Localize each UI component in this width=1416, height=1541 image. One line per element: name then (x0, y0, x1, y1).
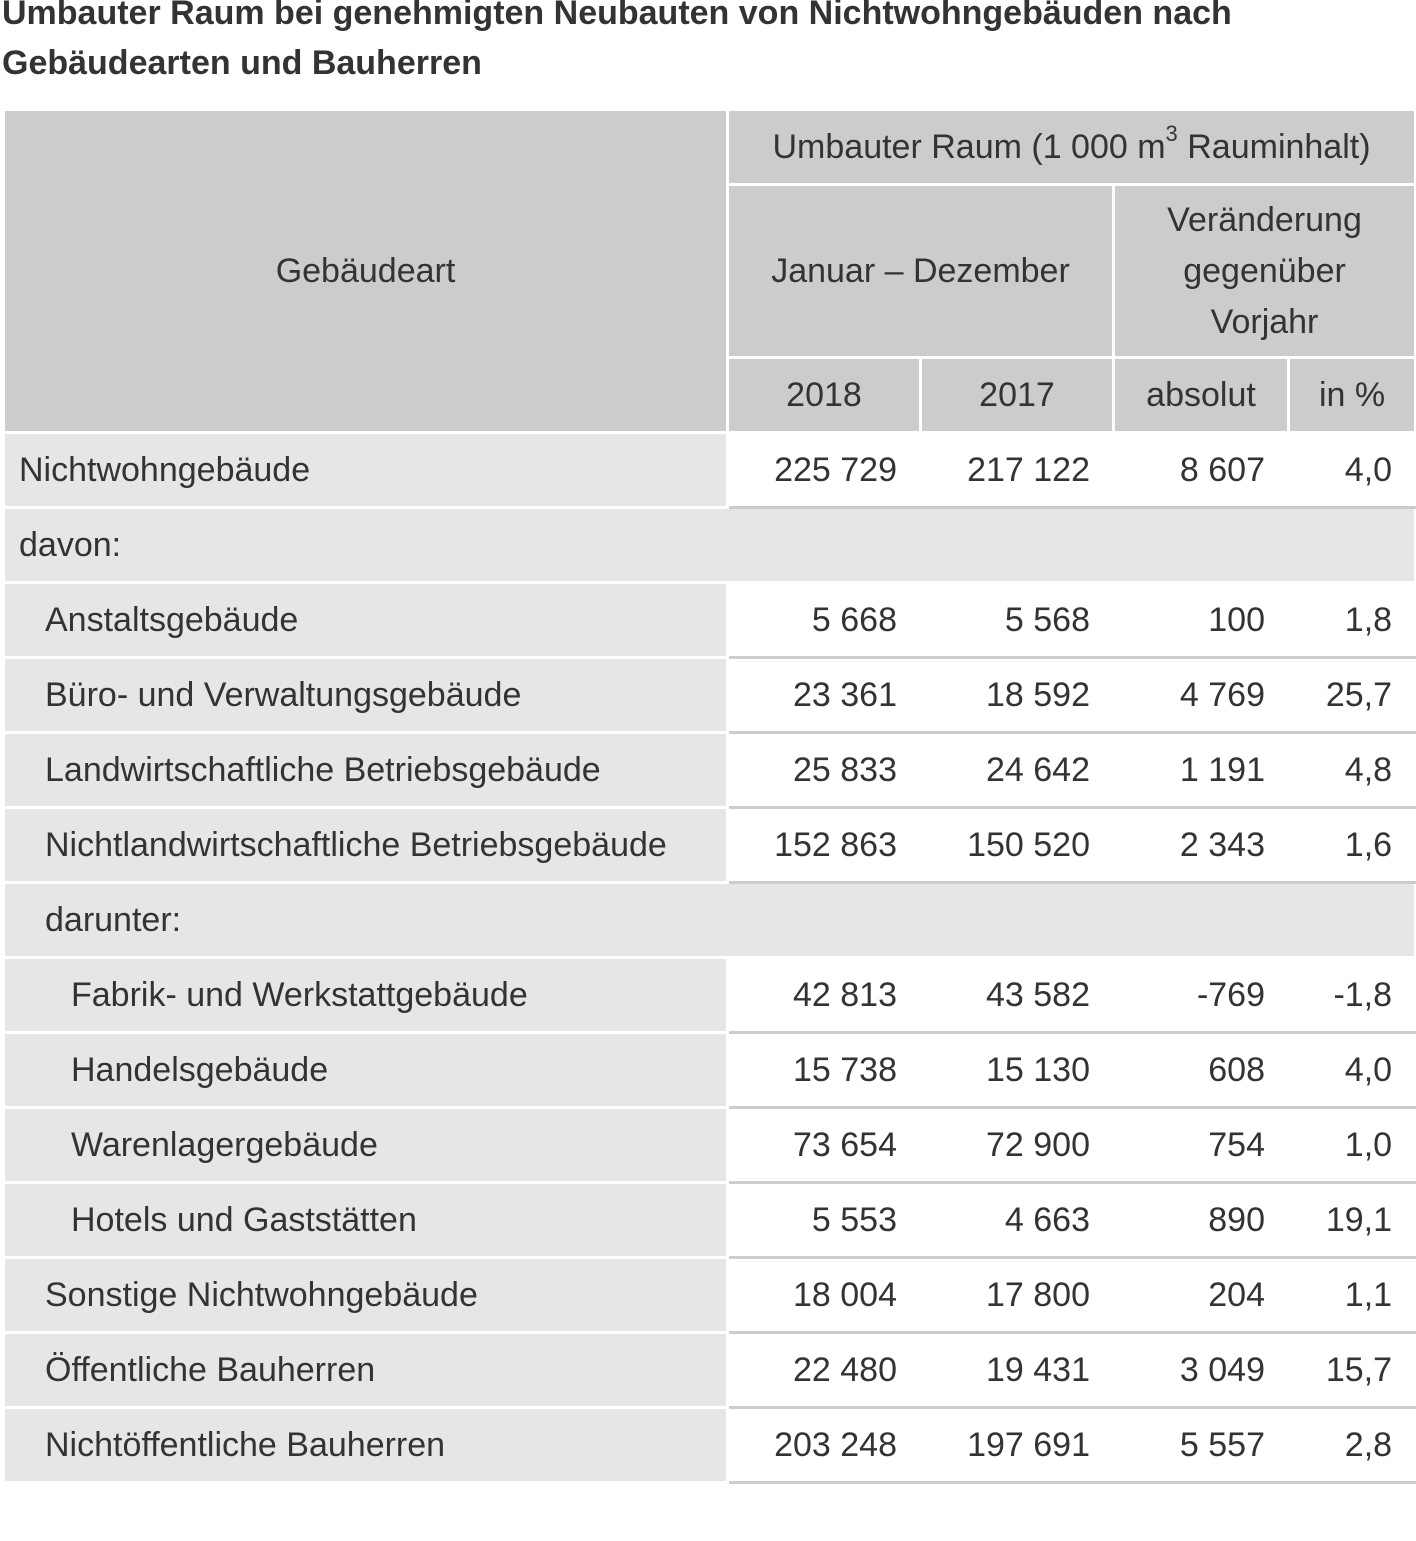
group-label-text-end: Rauminhalt) (1177, 127, 1371, 166)
row-label: Warenlagergebäude (4, 1108, 728, 1183)
cell-absolut: 5 557 (1114, 1408, 1289, 1483)
cell-absolut: 890 (1114, 1183, 1289, 1258)
row-label: Anstaltsgebäude (4, 583, 728, 658)
table-row (4, 433, 1416, 508)
cell-percent: 1,6 (1289, 808, 1416, 883)
column-header-2018: 2018 (728, 358, 921, 433)
cell-percent: 15,7 (1289, 1333, 1416, 1408)
column-header-2017: 2017 (921, 358, 1114, 433)
cell-absolut: 4 769 (1114, 658, 1289, 733)
cell-2017: 4 663 (921, 1183, 1114, 1258)
cell-percent: 2,8 (1289, 1408, 1416, 1483)
cell-absolut: 8 607 (1114, 433, 1289, 508)
cell-2018: 22 480 (728, 1333, 921, 1408)
cell-2018: 25 833 (728, 733, 921, 808)
cell-2018: 23 361 (728, 658, 921, 733)
table-row (4, 1183, 1416, 1258)
table-row (4, 1108, 1416, 1183)
cell-percent: 1,1 (1289, 1258, 1416, 1333)
table-row (4, 658, 1416, 733)
cell-absolut: -769 (1114, 958, 1289, 1033)
cell-percent: 4,0 (1289, 1033, 1416, 1108)
table-row (4, 958, 1416, 1033)
cell-percent: -1,8 (1289, 958, 1416, 1033)
row-label: Büro- und Verwaltungsgebäude (4, 658, 728, 733)
cell-2018: 152 863 (728, 808, 921, 883)
cell-2018: 42 813 (728, 958, 921, 1033)
group-label-text: Umbauter Raum (1 000 m (772, 127, 1166, 166)
page-title: Umbauter Raum bei genehmigten Neubauten von Nichtwohngebäuden nach Gebäudearten und Bauherren (2, 0, 1232, 82)
row-label: Hotels und Gaststätten (4, 1183, 728, 1258)
column-group-header-change (1114, 185, 1416, 358)
cell-2018: 5 668 (728, 583, 921, 658)
group-label-superscript: 3 (1165, 121, 1178, 147)
cell-percent: 4,8 (1289, 733, 1416, 808)
cell-2018: 18 004 (728, 1258, 921, 1333)
cell-2018: 5 553 (728, 1183, 921, 1258)
cell-2017: 19 431 (921, 1333, 1114, 1408)
section-label: davon: (4, 508, 1416, 583)
cell-2017: 5 568 (921, 583, 1114, 658)
table-row (4, 733, 1416, 808)
cell-2017: 17 800 (921, 1258, 1114, 1333)
table-row (4, 1258, 1416, 1333)
cell-2017: 197 691 (921, 1408, 1114, 1483)
cell-percent: 4,0 (1289, 433, 1416, 508)
cell-2017: 72 900 (921, 1108, 1114, 1183)
change-label-line-1: Veränderung (1167, 200, 1362, 239)
cell-percent: 25,7 (1289, 658, 1416, 733)
table-row (4, 583, 1416, 658)
column-group-header-period: Januar – Dezember (728, 185, 1114, 358)
cell-absolut: 1 191 (1114, 733, 1289, 808)
cell-absolut: 3 049 (1114, 1333, 1289, 1408)
row-label: Sonstige Nichtwohngebäude (4, 1258, 728, 1333)
table-row (4, 1408, 1416, 1483)
cell-absolut: 204 (1114, 1258, 1289, 1333)
cell-2018: 225 729 (728, 433, 921, 508)
cell-absolut: 608 (1114, 1033, 1289, 1108)
table-body (4, 433, 1416, 1483)
column-header-gebaeudeart: Gebäudeart (4, 110, 728, 433)
cell-percent: 1,0 (1289, 1108, 1416, 1183)
cell-2017: 43 582 (921, 958, 1114, 1033)
row-label: Nichtöffentliche Bauherren (4, 1408, 728, 1483)
row-label: Nichtwohngebäude (4, 433, 728, 508)
cell-2017: 217 122 (921, 433, 1114, 508)
table-row-section (4, 508, 1416, 583)
column-group-header-umbauter-raum (728, 110, 1416, 185)
cell-2018: 203 248 (728, 1408, 921, 1483)
table-row (4, 808, 1416, 883)
cell-2018: 73 654 (728, 1108, 921, 1183)
table-row (4, 1333, 1416, 1408)
row-label: Öffentliche Bauherren (4, 1333, 728, 1408)
cell-2017: 15 130 (921, 1033, 1114, 1108)
change-label-line-3: Vorjahr (1210, 302, 1319, 341)
cell-absolut: 2 343 (1114, 808, 1289, 883)
column-header-percent: in % (1289, 358, 1416, 433)
cell-2018: 15 738 (728, 1033, 921, 1108)
cell-2017: 150 520 (921, 808, 1114, 883)
row-label: Handelsgebäude (4, 1033, 728, 1108)
cell-2017: 18 592 (921, 658, 1114, 733)
statistics-table (2, 108, 1416, 1484)
table-header (4, 110, 1416, 433)
cell-absolut: 100 (1114, 583, 1289, 658)
change-label-line-2: gegenüber (1183, 251, 1346, 290)
section-label: darunter: (4, 883, 1416, 958)
table-row (4, 1033, 1416, 1108)
cell-2017: 24 642 (921, 733, 1114, 808)
cell-absolut: 754 (1114, 1108, 1289, 1183)
table-row-section (4, 883, 1416, 958)
cell-percent: 1,8 (1289, 583, 1416, 658)
column-header-absolut: absolut (1114, 358, 1289, 433)
row-label: Landwirtschaftliche Betriebsgebäude (4, 733, 728, 808)
row-label: Fabrik- und Werkstattgebäude (4, 958, 728, 1033)
row-label: Nichtlandwirtschaftliche Betriebsgebäude (4, 808, 728, 883)
cell-percent: 19,1 (1289, 1183, 1416, 1258)
